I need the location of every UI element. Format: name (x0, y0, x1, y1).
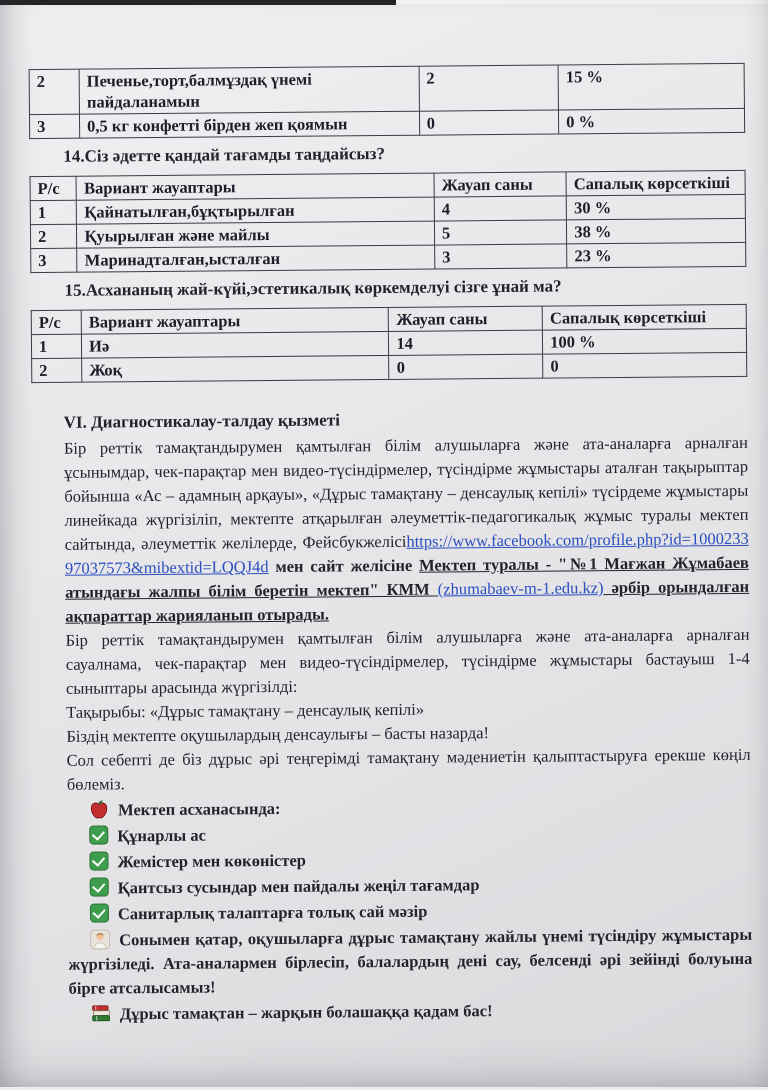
table-cell-percent: 15 % (558, 63, 744, 110)
table-cell-num: 2 (32, 358, 82, 382)
table-header-cell: Вариант жауаптары (81, 307, 389, 334)
table-header-cell: Жауап саны (389, 306, 543, 331)
table-header-cell: Жауап саны (434, 172, 566, 197)
bullet-text: Дұрыс тамақтан – жарқын болашаққа қадам бас! (120, 1001, 493, 1023)
table-header-cell: Р/с (31, 310, 81, 334)
table-cell-num: 3 (29, 114, 79, 138)
section6-title: VI. Диагностикалау-талдау қызметі (64, 405, 748, 435)
table-cell-answer: 0,5 кг конфетті бірден жеп қоямын (80, 111, 420, 138)
table-cell-count: 0 (389, 354, 543, 379)
table-row (29, 108, 744, 138)
table-cell-percent: 0 % (559, 108, 745, 134)
table-cell-num: 2 (30, 224, 77, 248)
facebook-link[interactable]: https://www.facebook.com/profile.php?id=100023397037573&mibextid=LQQJ4d (65, 529, 749, 578)
table-cell-answer: Маринадталған,ысталған (77, 245, 435, 272)
table-cell-count: 3 (435, 244, 567, 269)
section6-paragraph3: Сол себепті де біз дұрыс әрі теңгерімді тамақтану мәдениетін қалыптастыруға ерекше көңіл бөлеміз. (67, 743, 751, 797)
table-cell-answer: Қайнатылған,бұқтырылған (77, 197, 435, 224)
checkmark-icon (89, 851, 108, 870)
table-cell-percent: 0 (543, 352, 747, 378)
table-cell-num: 1 (30, 200, 77, 224)
table-cell-count: 5 (434, 220, 566, 245)
table-cell-count: 2 (419, 65, 559, 111)
question-15: 15.Асхананың жай-күйі,эстетикалық көркемделуі сізге ұнай ма? (64, 273, 746, 303)
table-cell-percent: 100 % (543, 328, 747, 354)
paragraph-text: әрбір орындалған ақпараттар жарияланып отырады. (65, 577, 749, 626)
paragraph-text: мен сайт желісіне (268, 556, 419, 576)
bullet-slogan (69, 997, 753, 1027)
section6-paragraph1 (64, 431, 750, 629)
table-cell-num: 1 (31, 334, 81, 358)
bullet-text: Жемістер мен көкөністер (117, 851, 306, 872)
table-cell-answer: Жоқ (82, 355, 390, 382)
table-cell-count: 0 (419, 110, 559, 135)
bullet-check-item (68, 897, 752, 927)
school-name-text: Мектеп туралы - "№1 Мағжан Жұмабаев атындағы жалпы білім беретін мектеп" КММ (65, 553, 749, 602)
table-row (32, 352, 747, 382)
paragraph-text: Бір реттік тамақтандырумен қамтылған білім алушыларға және ата-аналарға арналған ұсынымдар, чек-парақтар мен видео-түсіндірмелер, түсіндірме жұмыстары аталған тақырыптар бойынша «Ас – адамның арқауы», «Дұрыс тамақтану – денсаулық кепілі» түсірдеме жұмыстары линейкада жүргізіліп, мектепте атқарылған әлеуметтік-педагогикалық жұмыс туралы мектеп сайтында, әлеуметтік желілерде, Фейсбукжелісі (64, 433, 749, 554)
topic-line: Тақырыбы: «Дұрыс тамақтану – денсаулық кепілі» (66, 695, 750, 725)
health-line: Біздің мектепте оқушылардың денсаулығы – басты назарда! (66, 719, 750, 749)
bullet-text: Қантсыз сусындар мен пайдалы жеңіл тағамдар (118, 875, 480, 897)
apple-icon (89, 799, 109, 819)
section6-paragraph2: Бір реттік тамақтандырумен қамтылған білім алушыларға және ата-аналарға арналған сауалнама, чек-парақтар мен видео-түсіндірмелер, түсіндірме жұмыстары бастауыш 1-4 сыныптары арасында жүргізілді: (65, 623, 750, 701)
table-cell-num: 3 (31, 248, 78, 272)
bullet-text: Санитарлық талаптарға толық сай мәзір (118, 902, 428, 924)
bullet-check-item (67, 819, 751, 849)
table-header-cell: Сапалық көрсеткіші (542, 304, 746, 330)
teacher-icon (90, 929, 110, 949)
table-cell-percent: 23 % (567, 242, 746, 268)
school-site-link[interactable]: (zhumabaev-m-1.edu.kz) (438, 578, 604, 598)
table-header-cell: Р/с (30, 176, 77, 200)
table-question15 (31, 304, 748, 383)
bullet-text: Сонымен қатар, оқушыларға дұрыс тамақтану жайлы үнемі түсіндіру жұмыстары жүргізіледі. Ата-аналармен бірлесіп, балалардың дені сау, белсенді әрі зейінді болуына бірге атсалысамыз! (68, 925, 752, 998)
table-cell-answer: Қуырылған және майлы (77, 221, 435, 248)
table-question13-partial (29, 63, 746, 139)
table-cell-num: 2 (29, 69, 79, 114)
bullet-canteen (67, 793, 751, 823)
checkmark-icon (90, 903, 109, 922)
question-14: 14.Сіз әдетте қандай тағамды таңдайсыз? (63, 139, 745, 169)
checkmark-icon (90, 877, 109, 896)
books-icon (91, 1003, 111, 1023)
table-cell-count: 14 (389, 330, 543, 355)
bullet-check-item (68, 871, 752, 901)
table-cell-answer: Печенье,торт,балмұздақ үнемі пайдаланамын (79, 66, 419, 114)
table-cell-percent: 38 % (567, 218, 746, 244)
bullet-text: Құнарлы ас (117, 826, 206, 846)
bullet-teacher-note (68, 923, 753, 1001)
bullet-text: Мектеп асханасында: (118, 799, 281, 819)
table-row (31, 242, 746, 272)
table-header-cell: Сапалық көрсеткіші (566, 170, 745, 196)
table-question14 (30, 170, 747, 273)
table-cell-count: 4 (434, 196, 566, 221)
table-cell-answer: Иә (81, 331, 389, 358)
checkmark-icon (89, 825, 108, 844)
table-cell-percent: 30 % (566, 194, 745, 220)
table-header-cell: Вариант жауаптары (76, 173, 434, 200)
table-row (29, 63, 744, 114)
bullet-check-item (67, 845, 751, 875)
